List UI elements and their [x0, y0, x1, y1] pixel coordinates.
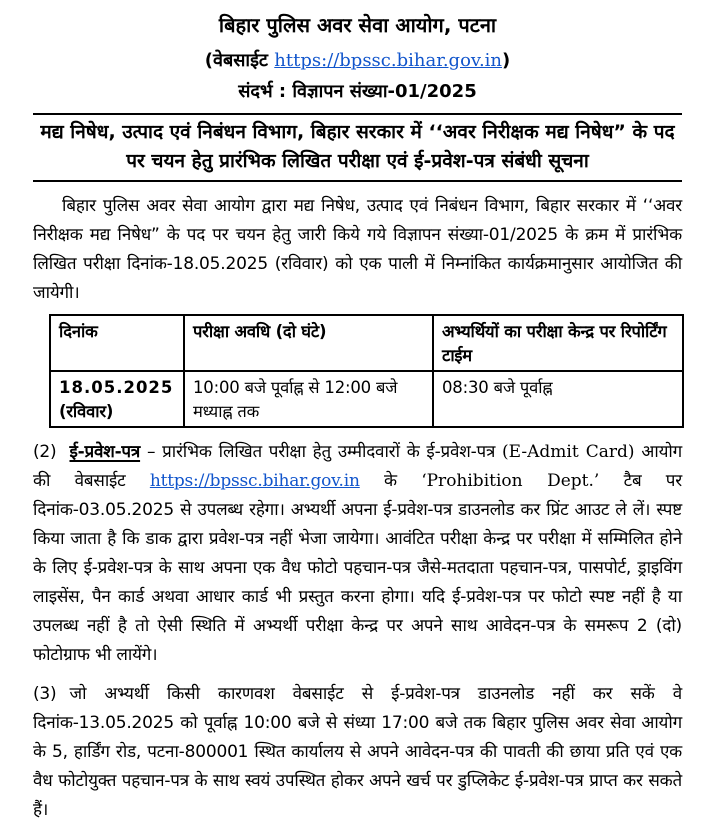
duplicate-admit-card-text: जो अभ्यर्थी किसी कारणवश वेबसाईट से ई-प्रवेश-पत्र डाउनलोड नहीं कर सकें वे दिनांक-13.05.2025 को पूर्वाह्न 10:00 बजे से संध्या 17:00 बजे तक बिहार पुलिस अवर सेवा आयोग के 5, हार्डिंग रोड, पटना-800001 स्थित कार्यालय से अपने आवेदन-पत्र की पावती की छाया प्रति एवं एक वैध फोटोयुक्त पहचान-पत्र के साथ स्वयं उपस्थित होकर अपने खर्च पर डुप्लिकेट ई-प्रवेश-पत्र प्राप्त कर सकते हैं। [33, 684, 682, 820]
intro-paragraph: बिहार पुलिस अवर सेवा आयोग द्वारा मद्य निषेध, उत्पाद एवं निबंधन विभाग, बिहार सरकार में ‘‘अवर निरीक्षक मद्य निषेध” के पद पर चयन हेतु जारी किये गये विज्ञापन संख्या-01/2025 के क्रम में प्रारंभिक लिखित परीक्षा दिनांक-18.05.2025 (रविवार) को एक पाली में निम्नांकित कार्यक्रमानुसार आयोजित की जायेगी। [33, 196, 682, 303]
website-label: (वेबसाईट [204, 50, 275, 71]
admit-card-text-3: के [359, 471, 422, 491]
exam-day: (रविवार) [59, 402, 114, 421]
exam-schedule-table [49, 314, 684, 428]
col-header-duration: परीक्षा अवधि (दो घंटे) [184, 315, 433, 371]
admit-card-lead: ई-प्रवेश-पत्र [69, 442, 141, 462]
paragraph-number: (3) [33, 684, 57, 704]
table-row [50, 371, 683, 427]
bottom-divider [33, 180, 682, 182]
org-title: बिहार पुलिस अवर सेवा आयोग, पटना [218, 13, 497, 37]
cell-reporting-time: 08:30 बजे पूर्वाह्न [433, 371, 683, 427]
admit-card-website-link[interactable]: https://bpssc.bihar.gov.in [149, 471, 360, 491]
admit-card-english: (E-Admit Card) [502, 442, 635, 462]
admit-card-text-4: टैब पर दिनांक-03.05.2025 से उपलब्ध रहेगा। अभ्यर्थी अपना ई-प्रवेश-पत्र डाउनलोड कर प्रिंट आउट ले लें। स्पष्ट किया जाता है कि डाक द्वारा प्रवेश-पत्र नहीं भेजा जायेगा। आवंटित परीक्षा केन्द्र पर परीक्षा में सम्मिलित होने के लिए ई-प्रवेश-पत्र के साथ अपना एक वैध फोटो पहचान-पत्र जैसे-मतदाता पहचान-पत्र, पासपोर्ट, ड्राइविंग लाइसेंस, पैन कार्ड अथवा आधार कार्ड भी प्रस्तुत करना होगा। यदि ई-प्रवेश-पत्र पर फोटो स्पष्ट नहीं है या उपलब्ध नहीं है तो ऐसी स्थिति में अभ्यर्थी परीक्षा केन्द्र पर अपने साथ आवेदन-पत्र के समरूप 2 (दो) फोटोग्राफ भी लायेंगे। [33, 471, 682, 665]
cell-exam-date [50, 371, 184, 427]
website-line [33, 46, 682, 75]
exam-date: 18.05.2025 [59, 378, 174, 397]
paragraph-number: (2) [33, 442, 57, 462]
cell-exam-duration: 10:00 बजे पूर्वाह्न से 12:00 बजे मध्याह्न तक [184, 371, 433, 427]
website-link[interactable]: https://bpssc.bihar.gov.in [274, 50, 503, 71]
col-header-date: दिनांक [50, 315, 184, 371]
col-header-reporting-time: अभ्यर्थियों का परीक्षा केन्द्र पर रिपोर्टिंग टाईम [433, 315, 683, 371]
notice-heading: मद्य निषेध, उत्पाद एवं निबंधन विभाग, बिहार सरकार में ‘‘अवर निरीक्षक मद्य निषेध” के पद पर चयन हेतु प्रारंभिक लिखित परीक्षा एवं ई-प्रवेश-पत्र संबंधी सूचना [40, 121, 675, 172]
admit-card-text-1: – प्रारंभिक लिखित परीक्षा हेतु उम्मीदवारों के ई-प्रवेश-पत्र [140, 442, 503, 462]
duplicate-admit-card-paragraph [33, 680, 682, 825]
admit-card-paragraph [33, 438, 682, 670]
website-close-paren: ) [502, 50, 511, 71]
prohibition-dept-tab-label: ‘Prohibition Dept.’ [421, 471, 600, 491]
reference-line: संदर्भ : विज्ञापन संख्या-01/2025 [238, 81, 477, 102]
admit-card-text-2: आयोग की वेबसाईट [33, 442, 683, 491]
table-header-row [50, 315, 683, 371]
